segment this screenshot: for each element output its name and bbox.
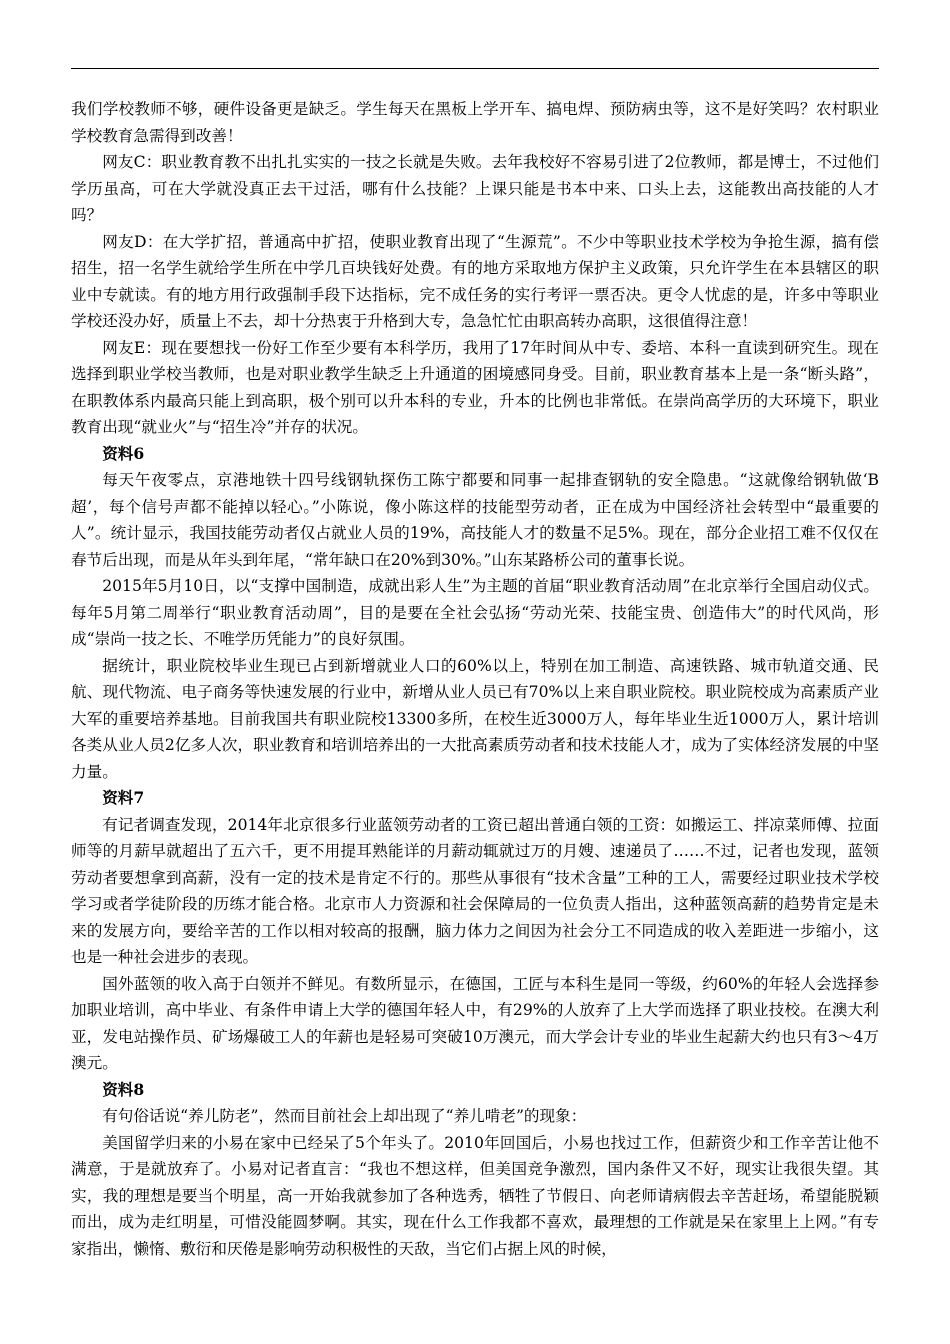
- paragraph: 据统计，职业院校毕业生现已占到新增就业人口的60%以上，特别在加工制造、高速铁路、城市轨道交通、民航、现代物流、电子商务等快速发展的行业中，新增从业人员已有70%以上来自职业院校。职业院校成为高素质产业大军的重要培养基地。目前我国共有职业院校13300多所，在校生近3000万人，每年毕业生近1000万人，累计培训各类从业人员2亿多人次，职业教育和培训培养出的一大批高素质劳动者和技术技能人才，成为了实体经济发展的中坚力量。: [71, 656, 879, 781]
- paragraph: 国外蓝领的收入高于白领并不鲜见。有数所显示，在德国，工匠与本科生是同一等级，约60%的年轻人会选择参加职业培训，高中毕业、有条件申请上大学的德国年轻人中，有29%的人放弃了上大学而选择了职业技校。在澳大利亚，发电站操作员、矿场爆破工人的年薪也是轻易可突破10万澳元，而大学会计专业的毕业生起薪大约也只有3～4万澳元。: [71, 974, 879, 1072]
- paragraph: 有记者调查发现，2014年北京很多行业蓝领劳动者的工资已超出普通白领的工资：如搬运工、拌凉菜师傅、拉面师等的月薪早就超出了五六千，更不用提耳熟能详的月薪动辄就过万的月嫂、速递员了……不过，记者也发现，蓝领劳动者要想拿到高薪，没有一定的技术是肯定不行的。那些从事很有“技术含量”工种的工人，需要经过职业技术学校学习或者学徒阶段的历练才能合格。北京市人力资源和社会保障局的一位负责人指出，这种蓝领高薪的趋势肯定是未来的发展方向，要给辛苦的工作以相对较高的报酬，脑力体力之间因为社会分工不同造成的收入差距进一步缩小，这也是一种社会进步的表现。: [71, 815, 879, 966]
- paragraph: 有句俗话说“养儿防老”，然而目前社会上却出现了“养儿啃老”的现象：: [102, 1107, 587, 1125]
- section-heading: 资料7: [102, 788, 145, 807]
- paragraph: 每天午夜零点，京港地铁十四号线钢轨探伤工陈宁都要和同事一起排查钢轨的安全隐患。“这就像给钢轨做‘B超’，每个信号声都不能掉以轻心。”小陈说，像小陈这样的技能型劳动者，正在成为中国经济社会转型中“最重要的人”。统计显示，我国技能劳动者仅占就业人员的19%，高技能人才的数量不足5%。现在，部分企业招工难不仅仅在春节后出现，而是从年头到年尾，“常年缺口在20%到30%。”山东某路桥公司的董事长说。: [71, 471, 879, 569]
- header-rule: [71, 68, 879, 69]
- section-heading: 资料6: [102, 443, 145, 463]
- paragraph: 网友C：职业教育教不出扎扎实实的一技之长就是失败。去年我校好不容易引进了2位教师，都是博士，不过他们学历虽高，可在大学就没真正去干过活，哪有什么技能？上课只能是书本中来、口头上去，这能教出高技能的人才吗？: [71, 153, 879, 224]
- document-body: [71, 96, 879, 1262]
- paragraph: 网友E：现在要想找一份好工作至少要有本科学历，我用了17年时间从中专、委培、本科一直读到研究生。现在选择到职业学校当教师，也是对职业教学生缺乏上升通道的困境感同身受。目前，职业教育基本上是一条“断头路”，在职教体系内最高只能上到高职，极个别可以升本科的专业，升本的比例也非常低。在崇尚高学历的大环境下，职业教育出现“就业火”与“招生冷”并存的状况。: [71, 338, 879, 436]
- paragraph: 2015年5月10日，以“支撑中国制造，成就出彩人生”为主题的首届“职业教育活动周”在北京举行全国启动仪式。每年5月第二周举行“职业教育活动周”，目的是要在全社会弘扬“劳动光荣、技能宝贵、创造伟大”的时代风尚，形成“崇尚一技之长、不唯学历凭能力”的良好氛围。: [71, 577, 879, 648]
- paragraph: 我们学校教师不够，硬件设备更是缺乏。学生每天在黑板上学开车、搞电焊、预防病虫等，这不是好笑吗？农村职业学校教育急需得到改善！: [71, 100, 879, 145]
- paragraph: 网友D：在大学扩招，普通高中扩招，使职业教育出现了“生源荒”。不少中等职业技术学校为争抢生源，搞有偿招生，招一名学生就给学生所在中学几百块钱好处费。有的地方采取地方保护主义政策，只允许学生在本县辖区的职业中专就读。有的地方用行政强制手段下达指标，完不成任务的实行考评一票否决。更令人忧虑的是，许多中等职业学校还没办好，质量上不去，却十分热衷于升格到大专，急急忙忙由职高转办高职，这很值得注意！: [71, 232, 879, 330]
- section-heading: 资料8: [102, 1079, 145, 1099]
- paragraph: 美国留学归来的小易在家中已经呆了5个年头了。2010年回国后，小易也找过工作，但薪资少和工作辛苦让他不满意，于是就放弃了。小易对记者直言：“我也不想这样，但美国竞争激烈，国内条件又不好，现实让我很失望。其实，我的理想是要当个明星，高一开始我就参加了各种选秀，牺牲了节假日、向老师请病假去辛苦赶场，希望能脱颖而出，成为走红明星，可惜没能圆梦啊。其实，现在什么工作我都不喜欢，最理想的工作就是呆在家里上上网。”有专家指出，懒惰、敷衍和厌倦是影响劳动积极性的天敌，当它们占据上风的时候，: [71, 1133, 879, 1258]
